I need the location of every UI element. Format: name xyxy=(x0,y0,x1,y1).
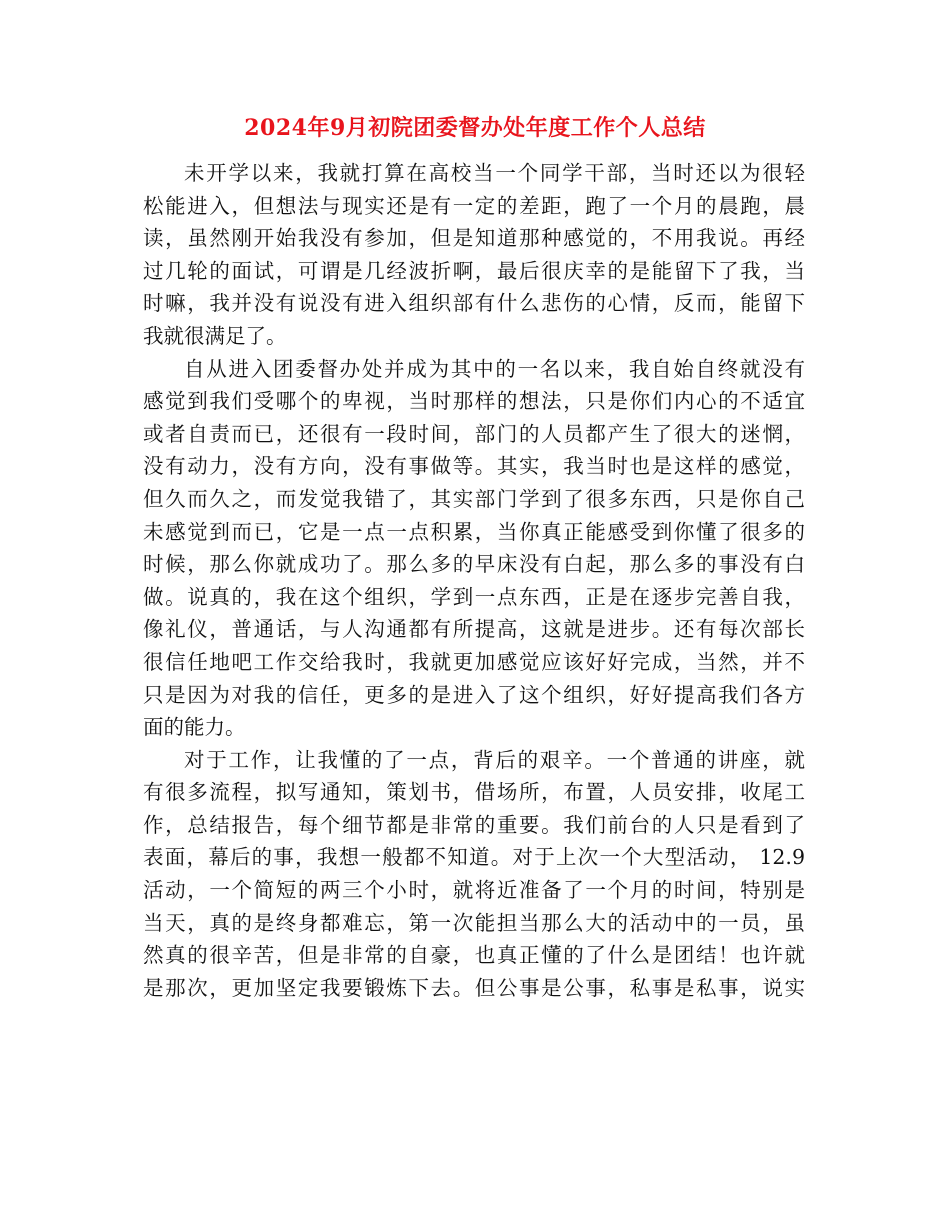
text-line: 未开学以来，我就打算在高校当一个同学干部，当时还以为很轻 xyxy=(184,161,805,185)
document-title: 2024年9月初院团委督办处年度工作个人总结 xyxy=(244,115,706,141)
document-body xyxy=(143,157,805,1004)
text-line: 未感觉到而已，它是一点一点积累，当你真正能感受到你懂了很多的 xyxy=(143,519,805,544)
text-line: 只是因为对我的信任，更多的是进入了这个组织，好好提高我们各方 xyxy=(143,682,805,707)
text-line: 作，总结报告，每个细节都是非常的重要。我们前台的人只是看到了 xyxy=(143,812,805,837)
text-line: 读，虽然刚开始我没有参加，但是知道那种感觉的，不用我说。再经 xyxy=(143,226,805,251)
text-line: 松能进入，但想法与现实还是有一定的差距，跑了一个月的晨跑，晨 xyxy=(143,193,805,218)
text-line: 时候，那么你就成功了。那么多的早床没有白起，那么多的事没有白 xyxy=(143,552,805,577)
text-line: 面的能力。 xyxy=(143,715,246,740)
text-line: 感觉到我们受哪个的卑视，当时那样的想法，只是你们内心的不适宜 xyxy=(143,389,805,414)
text-line: 或者自责而已，还很有一段时间，部门的人员都产生了很大的迷惘， xyxy=(143,421,805,446)
text-line: 对于工作，让我懂的了一点，背后的艰辛。一个普通的讲座，就 xyxy=(184,747,805,772)
text-line: 时嘛，我并没有说没有进入组织部有什么悲伤的心情，反而，能留下 xyxy=(143,291,805,316)
text-line: 自从进入团委督办处并成为其中的一名以来，我自始自终就没有 xyxy=(184,356,805,381)
text-line: 然真的很辛苦，但是非常的自豪，也真正懂的了什么是团结！也许就 xyxy=(143,943,805,968)
text-line: 但久而久之，而发觉我错了，其实部门学到了很多东西，只是你自己 xyxy=(143,486,805,511)
text-line: 是那次，更加坚定我要锻炼下去。但公事是公事，私事是私事，说实 xyxy=(143,975,805,1000)
text-line: 当天，真的是终身都难忘，第一次能担当那么大的活动中的一员，虽 xyxy=(143,910,805,935)
text-line: 有很多流程，拟写通知，策划书，借场所，布置，人员安排，收尾工 xyxy=(143,780,805,805)
text-line: 活动，一个简短的两三个小时，就将近准备了一个月的时间，特别是 xyxy=(143,878,805,903)
text-line: 表面，幕后的事，我想一般都不知道。对于上次一个大型活动， 12.9 xyxy=(143,845,805,870)
text-line: 做。说真的，我在这个组织，学到一点东西，正是在逐步完善自我， xyxy=(143,584,805,609)
text-line: 很信任地吧工作交给我时，我就更加感觉应该好好完成，当然，并不 xyxy=(143,649,805,674)
text-line: 没有动力，没有方向，没有事做等。其实，我当时也是这样的感觉， xyxy=(143,454,805,479)
text-line: 过几轮的面试，可谓是几经波折啊，最后很庆幸的是能留下了我，当 xyxy=(143,258,805,283)
text-line: 我就很满足了。 xyxy=(143,323,287,348)
text-line: 像礼仪，普通话，与人沟通都有所提高，这就是进步。还有每次部长 xyxy=(143,617,805,642)
